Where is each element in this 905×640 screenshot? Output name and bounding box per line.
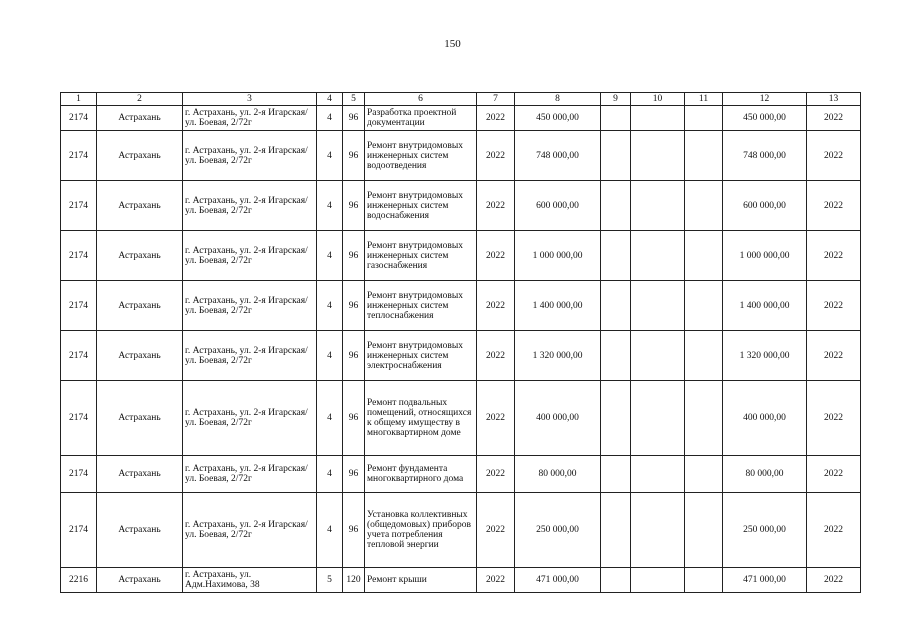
- completion-year-cell: 2022: [807, 231, 861, 281]
- completion-year-cell: 2022: [807, 281, 861, 331]
- municipality-cell: Астрахань: [97, 181, 183, 231]
- apartments-cell: 96: [343, 331, 365, 381]
- cost-total-cell: 80 000,00: [515, 456, 601, 493]
- col9-cell: [601, 456, 631, 493]
- cost-total-cell: 250 000,00: [515, 493, 601, 568]
- work-type-cell: Ремонт внутридомовых инженерных систем водоотведения: [365, 131, 477, 181]
- col11-cell: [685, 181, 723, 231]
- col9-cell: [601, 568, 631, 593]
- work-type-cell: Ремонт фундамента многоквартирного дома: [365, 456, 477, 493]
- column-header: 12: [723, 93, 807, 106]
- col11-cell: [685, 456, 723, 493]
- municipality-cell: Астрахань: [97, 381, 183, 456]
- municipality-cell: Астрахань: [97, 131, 183, 181]
- column-header: 9: [601, 93, 631, 106]
- municipality-cell: Астрахань: [97, 331, 183, 381]
- page-number: 150: [444, 38, 461, 50]
- record-id-cell: 2174: [61, 106, 97, 131]
- column-header: 5: [343, 93, 365, 106]
- record-id-cell: 2174: [61, 493, 97, 568]
- col10-cell: [631, 106, 685, 131]
- col10-cell: [631, 493, 685, 568]
- column-header: 13: [807, 93, 861, 106]
- table-row: [61, 281, 861, 331]
- cost-total-cell: 748 000,00: [515, 131, 601, 181]
- address-cell: г. Астрахань, ул. 2-я Игарская/ ул. Боевая, 2/72г: [183, 181, 317, 231]
- year-cell: 2022: [477, 281, 515, 331]
- address-cell: г. Астрахань, ул. 2-я Игарская/ ул. Боевая, 2/72г: [183, 106, 317, 131]
- work-type-cell: Разработка проектной документации: [365, 106, 477, 131]
- apartments-cell: 96: [343, 231, 365, 281]
- col10-cell: [631, 568, 685, 593]
- year-cell: 2022: [477, 493, 515, 568]
- col11-cell: [685, 131, 723, 181]
- cost-cell: 80 000,00: [723, 456, 807, 493]
- address-cell: г. Астрахань, ул. 2-я Игарская/ ул. Боевая, 2/72г: [183, 281, 317, 331]
- column-header: 4: [317, 93, 343, 106]
- table-row: [61, 106, 861, 131]
- address-cell: г. Астрахань, ул. Адм.Нахимова, 38: [183, 568, 317, 593]
- column-header: 2: [97, 93, 183, 106]
- col10-cell: [631, 181, 685, 231]
- municipality-cell: Астрахань: [97, 106, 183, 131]
- col9-cell: [601, 331, 631, 381]
- col11-cell: [685, 281, 723, 331]
- table-row: [61, 568, 861, 593]
- floors-cell: 4: [317, 131, 343, 181]
- year-cell: 2022: [477, 568, 515, 593]
- apartments-cell: 120: [343, 568, 365, 593]
- apartments-cell: 96: [343, 106, 365, 131]
- address-cell: г. Астрахань, ул. 2-я Игарская/ ул. Боевая, 2/72г: [183, 493, 317, 568]
- column-header: 7: [477, 93, 515, 106]
- completion-year-cell: 2022: [807, 106, 861, 131]
- record-id-cell: 2174: [61, 331, 97, 381]
- work-type-cell: Ремонт подвальных помещений, относящихся к общему имуществу в многоквартирном доме: [365, 381, 477, 456]
- col11-cell: [685, 493, 723, 568]
- col11-cell: [685, 106, 723, 131]
- cost-total-cell: 1 320 000,00: [515, 331, 601, 381]
- table-row: [61, 381, 861, 456]
- table-row: [61, 231, 861, 281]
- record-id-cell: 2174: [61, 181, 97, 231]
- cost-total-cell: 471 000,00: [515, 568, 601, 593]
- completion-year-cell: 2022: [807, 181, 861, 231]
- col9-cell: [601, 181, 631, 231]
- address-cell: г. Астрахань, ул. 2-я Игарская/ ул. Боевая, 2/72г: [183, 331, 317, 381]
- col9-cell: [601, 231, 631, 281]
- table-row: [61, 331, 861, 381]
- cost-total-cell: 1 400 000,00: [515, 281, 601, 331]
- floors-cell: 4: [317, 106, 343, 131]
- record-id-cell: 2174: [61, 456, 97, 493]
- completion-year-cell: 2022: [807, 456, 861, 493]
- col10-cell: [631, 381, 685, 456]
- work-type-cell: Ремонт внутридомовых инженерных систем водоснабжения: [365, 181, 477, 231]
- cost-total-cell: 600 000,00: [515, 181, 601, 231]
- address-cell: г. Астрахань, ул. 2-я Игарская/ ул. Боевая, 2/72г: [183, 131, 317, 181]
- cost-cell: 471 000,00: [723, 568, 807, 593]
- floors-cell: 4: [317, 456, 343, 493]
- completion-year-cell: 2022: [807, 568, 861, 593]
- cost-cell: 1 000 000,00: [723, 231, 807, 281]
- col10-cell: [631, 456, 685, 493]
- col11-cell: [685, 331, 723, 381]
- col9-cell: [601, 281, 631, 331]
- year-cell: 2022: [477, 106, 515, 131]
- table-row: [61, 456, 861, 493]
- apartments-cell: 96: [343, 456, 365, 493]
- table-body: [61, 106, 861, 593]
- col11-cell: [685, 231, 723, 281]
- col9-cell: [601, 106, 631, 131]
- record-id-cell: 2174: [61, 381, 97, 456]
- apartments-cell: 96: [343, 181, 365, 231]
- col10-cell: [631, 281, 685, 331]
- municipality-cell: Астрахань: [97, 456, 183, 493]
- record-id-cell: 2174: [61, 231, 97, 281]
- completion-year-cell: 2022: [807, 131, 861, 181]
- completion-year-cell: 2022: [807, 331, 861, 381]
- municipality-cell: Астрахань: [97, 281, 183, 331]
- column-header: 1: [61, 93, 97, 106]
- completion-year-cell: 2022: [807, 493, 861, 568]
- apartments-cell: 96: [343, 131, 365, 181]
- floors-cell: 4: [317, 231, 343, 281]
- column-header: 6: [365, 93, 477, 106]
- cost-cell: 1 320 000,00: [723, 331, 807, 381]
- table-row: [61, 181, 861, 231]
- floors-cell: 4: [317, 381, 343, 456]
- column-header: 3: [183, 93, 317, 106]
- municipality-cell: Астрахань: [97, 493, 183, 568]
- work-type-cell: Ремонт внутридомовых инженерных систем газоснабжения: [365, 231, 477, 281]
- record-id-cell: 2216: [61, 568, 97, 593]
- apartments-cell: 96: [343, 281, 365, 331]
- municipality-cell: Астрахань: [97, 231, 183, 281]
- address-cell: г. Астрахань, ул. 2-я Игарская/ ул. Боевая, 2/72г: [183, 381, 317, 456]
- col10-cell: [631, 331, 685, 381]
- cost-cell: 1 400 000,00: [723, 281, 807, 331]
- completion-year-cell: 2022: [807, 381, 861, 456]
- work-type-cell: Ремонт внутридомовых инженерных систем теплоснабжения: [365, 281, 477, 331]
- year-cell: 2022: [477, 181, 515, 231]
- cost-cell: 748 000,00: [723, 131, 807, 181]
- floors-cell: 4: [317, 493, 343, 568]
- cost-total-cell: 450 000,00: [515, 106, 601, 131]
- col9-cell: [601, 381, 631, 456]
- floors-cell: 4: [317, 281, 343, 331]
- col11-cell: [685, 381, 723, 456]
- work-type-cell: Установка коллективных (общедомовых) приборов учета потребления тепловой энергии: [365, 493, 477, 568]
- work-type-cell: Ремонт крыши: [365, 568, 477, 593]
- table-row: [61, 131, 861, 181]
- col11-cell: [685, 568, 723, 593]
- record-id-cell: 2174: [61, 131, 97, 181]
- cost-cell: 450 000,00: [723, 106, 807, 131]
- column-header: 10: [631, 93, 685, 106]
- col9-cell: [601, 493, 631, 568]
- floors-cell: 5: [317, 568, 343, 593]
- cost-cell: 600 000,00: [723, 181, 807, 231]
- col10-cell: [631, 131, 685, 181]
- year-cell: 2022: [477, 381, 515, 456]
- table-row: [61, 493, 861, 568]
- cost-total-cell: 1 000 000,00: [515, 231, 601, 281]
- apartments-cell: 96: [343, 493, 365, 568]
- municipality-cell: Астрахань: [97, 568, 183, 593]
- col10-cell: [631, 231, 685, 281]
- apartments-cell: 96: [343, 381, 365, 456]
- address-cell: г. Астрахань, ул. 2-я Игарская/ ул. Боевая, 2/72г: [183, 456, 317, 493]
- column-header: 8: [515, 93, 601, 106]
- cost-cell: 400 000,00: [723, 381, 807, 456]
- work-type-cell: Ремонт внутридомовых инженерных систем электроснабжения: [365, 331, 477, 381]
- capital-repair-table: [60, 92, 861, 593]
- cost-cell: 250 000,00: [723, 493, 807, 568]
- year-cell: 2022: [477, 331, 515, 381]
- column-number-header-row: [61, 93, 861, 106]
- year-cell: 2022: [477, 231, 515, 281]
- cost-total-cell: 400 000,00: [515, 381, 601, 456]
- floors-cell: 4: [317, 331, 343, 381]
- record-id-cell: 2174: [61, 281, 97, 331]
- year-cell: 2022: [477, 456, 515, 493]
- year-cell: 2022: [477, 131, 515, 181]
- column-header: 11: [685, 93, 723, 106]
- floors-cell: 4: [317, 181, 343, 231]
- address-cell: г. Астрахань, ул. 2-я Игарская/ ул. Боевая, 2/72г: [183, 231, 317, 281]
- col9-cell: [601, 131, 631, 181]
